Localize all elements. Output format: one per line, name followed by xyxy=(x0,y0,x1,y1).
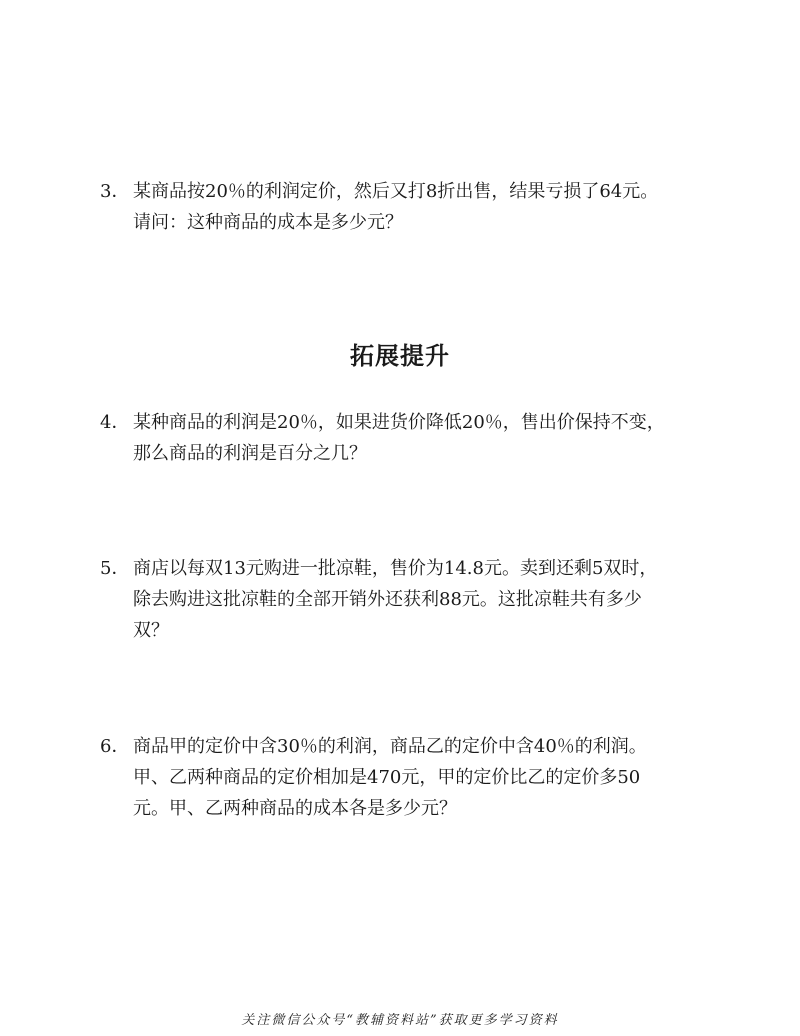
problem-number: 3． xyxy=(100,181,130,202)
problem-text-line: 元。甲、乙两种商品的成本各是多少元？ xyxy=(133,798,457,819)
problem-number: 4． xyxy=(100,412,130,433)
problem-text-line: 双？ xyxy=(133,620,169,641)
problem-3 xyxy=(100,176,710,238)
problem-text-line: 商品甲的定价中含30％的利润，商品乙的定价中含40％的利润。 xyxy=(133,736,647,757)
problem-4 xyxy=(100,407,710,469)
problem-number: 5． xyxy=(100,558,130,579)
problem-text-line: 商店以每双13元购进一批凉鞋，售价为14.8元。卖到还剩5双时， xyxy=(133,558,658,579)
problem-5 xyxy=(100,553,710,646)
problem-text-line: 那么商品的利润是百分之几？ xyxy=(133,443,367,464)
problem-6 xyxy=(100,731,710,824)
problem-number: 6． xyxy=(100,736,130,757)
section-title: 拓展提升 xyxy=(350,342,450,370)
footer-note: 关注微信公众号“教辅资料站”获取更多学习资料 xyxy=(241,1013,559,1028)
problem-text-line: 甲、乙两种商品的定价相加是470元，甲的定价比乙的定价多50 xyxy=(133,767,641,788)
problem-text-line: 请问：这种商品的成本是多少元？ xyxy=(133,212,403,233)
problem-text-line: 除去购进这批凉鞋的全部开销外还获利88元。这批凉鞋共有多少 xyxy=(133,589,642,610)
problem-text-line: 某商品按20％的利润定价，然后又打8折出售，结果亏损了64元。 xyxy=(133,181,659,202)
problem-text-line: 某种商品的利润是20％，如果进货价降低20％，售出价保持不变， xyxy=(133,412,665,433)
